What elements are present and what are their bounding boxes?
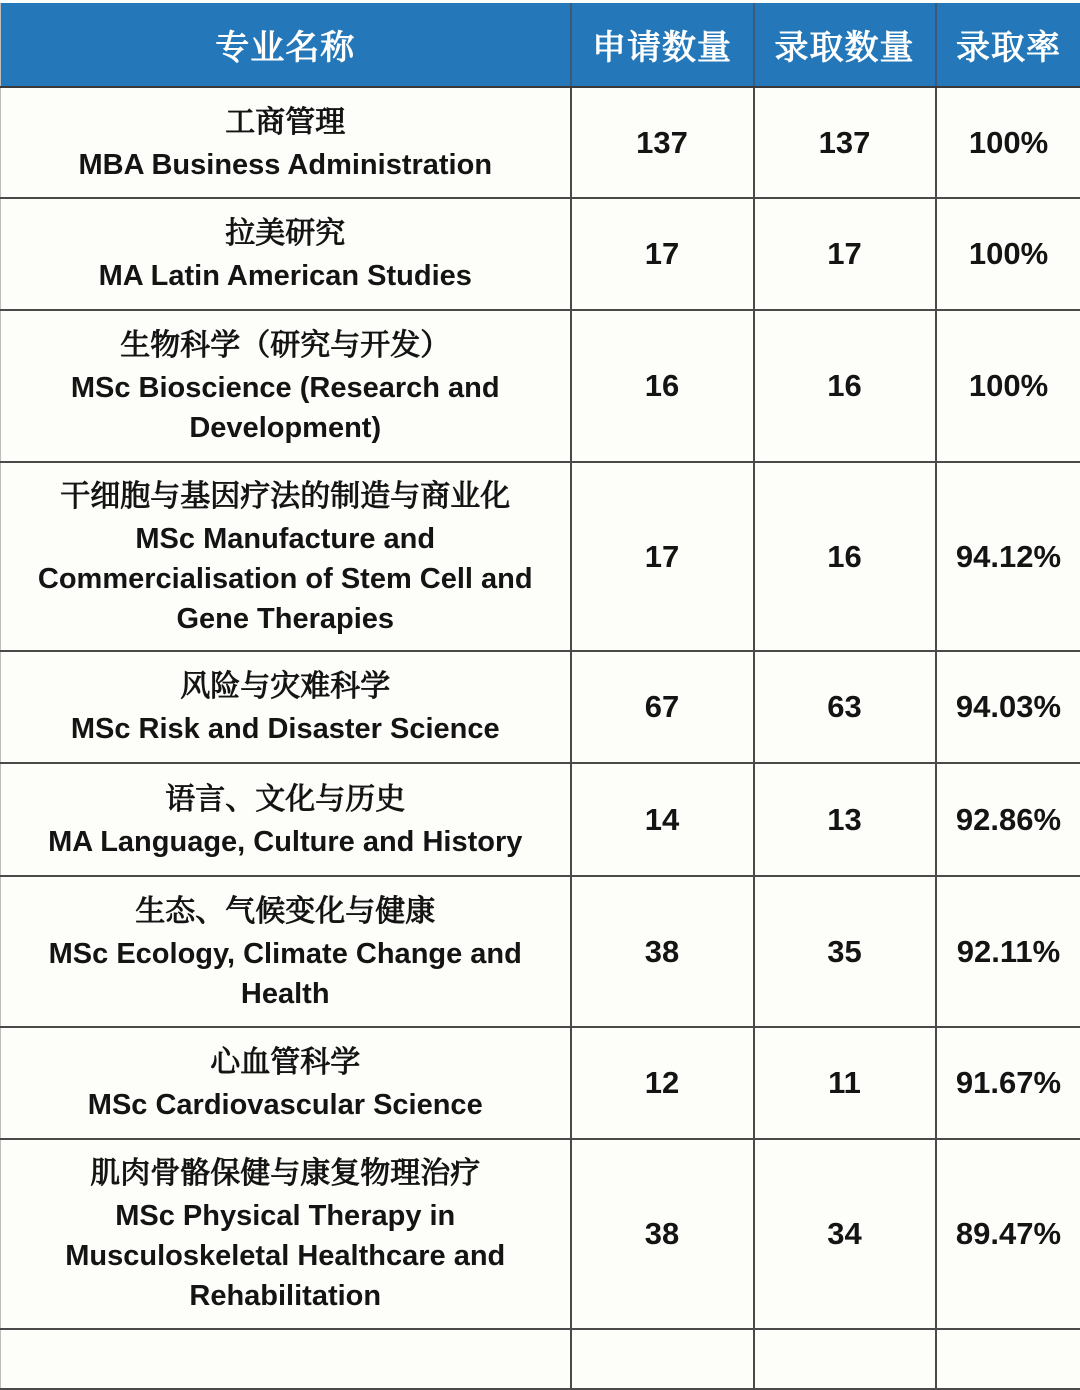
applications-cell — [571, 1329, 754, 1389]
program-name-en: MSc Physical Therapy in Musculoskeletal Healthcare and Rehabilitation — [19, 1196, 552, 1316]
program-name-en: MA Latin American Studies — [19, 256, 552, 296]
admissions-cell: 17 — [754, 198, 936, 310]
rate-cell: 100% — [936, 198, 1080, 310]
applications-cell: 14 — [571, 763, 754, 876]
admissions-cell: 34 — [754, 1139, 936, 1329]
program-name-cn: 工商管理 — [19, 101, 552, 145]
program-name-cell — [1, 198, 571, 310]
applications-cell: 137 — [571, 87, 754, 198]
table-row — [1, 310, 1080, 462]
admissions-cell: 13 — [754, 763, 936, 876]
applications-cell: 17 — [571, 462, 754, 651]
program-name-cell — [1, 1027, 571, 1139]
admissions-cell: 16 — [754, 462, 936, 651]
program-name-cell — [1, 651, 571, 763]
table-row — [1, 1139, 1080, 1329]
program-name-en: MSc Cardiovascular Science — [19, 1085, 552, 1125]
program-name-cell — [1, 87, 571, 198]
program-name-en: MSc Risk and Disaster Science — [19, 709, 552, 749]
header-rate: 录取率 — [936, 3, 1080, 87]
program-name-en: MSc Ecology, Climate Change and Health — [19, 934, 552, 1014]
program-name-cell — [1, 876, 571, 1027]
admissions-table-container — [0, 3, 1080, 1390]
table-row — [1, 876, 1080, 1027]
rate-cell: 100% — [936, 87, 1080, 198]
rate-cell: 92.11% — [936, 876, 1080, 1027]
admissions-table — [0, 3, 1080, 1390]
rate-cell: 94.12% — [936, 462, 1080, 651]
admissions-cell: 63 — [754, 651, 936, 763]
rate-cell: 94.03% — [936, 651, 1080, 763]
table-row — [1, 87, 1080, 198]
table-row — [1, 1027, 1080, 1139]
program-name-cn: 语言、文化与历史 — [19, 778, 552, 822]
applications-cell: 38 — [571, 876, 754, 1027]
table-header — [1, 3, 1080, 87]
program-name-cell — [1, 462, 571, 651]
table-row — [1, 198, 1080, 310]
applications-cell: 12 — [571, 1027, 754, 1139]
program-name-en: MSc Bioscience (Research and Development) — [19, 368, 552, 448]
admissions-cell: 16 — [754, 310, 936, 462]
header-row — [1, 3, 1080, 87]
rate-cell — [936, 1329, 1080, 1389]
applications-cell: 67 — [571, 651, 754, 763]
program-name-cn: 生态、气候变化与健康 — [19, 890, 552, 934]
rate-cell: 89.47% — [936, 1139, 1080, 1329]
rate-cell: 91.67% — [936, 1027, 1080, 1139]
program-name-en: MSc Manufacture and Commercialisation of Stem Cell and Gene Therapies — [19, 519, 552, 639]
table-row-partial — [1, 1329, 1080, 1389]
admissions-cell: 35 — [754, 876, 936, 1027]
program-name-cn: 肌肉骨骼保健与康复物理治疗 — [19, 1152, 552, 1196]
program-name-cn: 干细胞与基因疗法的制造与商业化 — [19, 475, 552, 519]
header-applications: 申请数量 — [571, 3, 754, 87]
admissions-cell: 11 — [754, 1027, 936, 1139]
program-name-cn: 生物科学（研究与开发） — [19, 324, 552, 368]
program-name-cn: 风险与灾难科学 — [19, 665, 552, 709]
header-program-name: 专业名称 — [1, 3, 571, 87]
table-row — [1, 651, 1080, 763]
program-name-cell — [1, 310, 571, 462]
program-name-cell — [1, 1139, 571, 1329]
rate-cell: 92.86% — [936, 763, 1080, 876]
table-row — [1, 763, 1080, 876]
program-name-cn: 拉美研究 — [19, 212, 552, 256]
applications-cell: 16 — [571, 310, 754, 462]
program-name-en: MA Language, Culture and History — [19, 822, 552, 862]
table-row — [1, 462, 1080, 651]
program-name-cn: 心血管科学 — [19, 1041, 552, 1085]
applications-cell: 17 — [571, 198, 754, 310]
admissions-cell — [754, 1329, 936, 1389]
program-name-cell — [1, 1329, 571, 1389]
header-admissions: 录取数量 — [754, 3, 936, 87]
program-name-en: MBA Business Administration — [19, 145, 552, 185]
program-name-cell — [1, 763, 571, 876]
rate-cell: 100% — [936, 310, 1080, 462]
admissions-cell: 137 — [754, 87, 936, 198]
applications-cell: 38 — [571, 1139, 754, 1329]
